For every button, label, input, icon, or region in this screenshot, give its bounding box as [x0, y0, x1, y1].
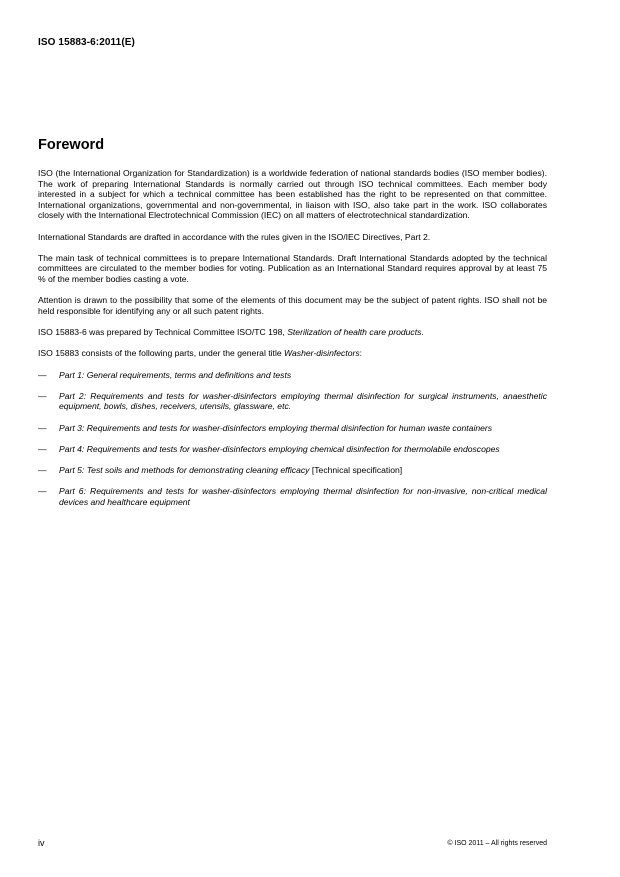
copyright-notice: © ISO 2011 – All rights reserved — [447, 840, 547, 847]
list-item — [38, 486, 547, 507]
parts-intro-text: ISO 15883 consists of the following parts, under the general title — [38, 348, 285, 359]
foreword-body — [38, 168, 547, 518]
general-title: Washer-disinfectors — [284, 348, 360, 359]
dash-bullet: — — [38, 369, 47, 380]
parts-list — [38, 370, 547, 508]
foreword-heading: Foreword — [38, 137, 105, 153]
list-item — [38, 465, 547, 476]
paragraph-committee-task: The main task of technical committees is to prepare International Standards. Draft International Standards adopted by the technical committees are circulated to the member bodies for voting. Publication as an International Standard requires approval by at least 75 % of the member bodies casting a vote. — [38, 252, 547, 284]
part-title: Part 2: Requirements and tests for washer-disinfectors employing thermal disinfection for surgical instruments, anaesthetic equipment, bowls, dishes, receivers, utensils, glassware, etc. — [59, 390, 547, 412]
part-title: Part 1: General requirements, terms and definitions and tests — [59, 369, 292, 380]
list-item — [38, 423, 547, 434]
part-title: Part 6: Requirements and tests for washer-disinfectors employing thermal disinfection for non-invasive, non-critical medical devices and healthcare equipment — [59, 486, 547, 507]
dash-bullet: — — [38, 390, 47, 401]
paragraph-drafting-rules: International Standards are drafted in accordance with the rules given in the ISO/IEC Directives, Part 2. — [38, 231, 431, 242]
part-title: Part 5: Test soils and methods for demonstrating cleaning efficacy — [59, 465, 310, 476]
list-item — [38, 370, 547, 381]
paragraph-prepared-by — [38, 327, 547, 338]
dash-bullet: — — [38, 486, 47, 497]
committee-title: Sterilization of health care products — [287, 326, 422, 337]
part-note: [Technical specification] — [309, 465, 403, 476]
dash-bullet: — — [38, 465, 47, 476]
paragraph-patent-notice: Attention is drawn to the possibility that some of the elements of this document may be the subject of patent rights. ISO shall not be held responsible for identifying any or all such patent rights. — [38, 295, 547, 316]
paragraph-iso-overview: ISO (the International Organization for Standardization) is a worldwide federation of national standards bodies (ISO member bodies). The work of preparing International Standards is normally carried out through ISO technical committees. Each member body interested in a subject for which a technical committee has been established has the right to be represented on that committee. International organizations, governmental and non-governmental, in liaison with ISO, also take part in the work. ISO collaborates closely with the International Electrotechnical Commission (IEC) on all matters of electrotechnical standardization. — [38, 168, 547, 221]
dash-bullet: — — [38, 443, 47, 454]
document-identifier: ISO 15883-6:2011(E) — [38, 37, 135, 48]
paragraph-parts-intro — [38, 348, 547, 359]
part-title: Part 3: Requirements and tests for washer-disinfectors employing thermal disinfection for human waste containers — [59, 422, 493, 433]
list-item — [38, 444, 547, 455]
part-title: Part 4: Requirements and tests for washer-disinfectors employing chemical disinfection for thermolabile endoscopes — [59, 443, 500, 454]
dash-bullet: — — [38, 422, 47, 433]
prepared-by-end: . — [421, 326, 424, 337]
parts-intro-end: : — [359, 348, 363, 359]
list-item — [38, 391, 547, 412]
page-number: iv — [38, 838, 45, 848]
prepared-by-text: ISO 15883-6 was prepared by Technical Committee ISO/TC 198, — [38, 326, 288, 337]
